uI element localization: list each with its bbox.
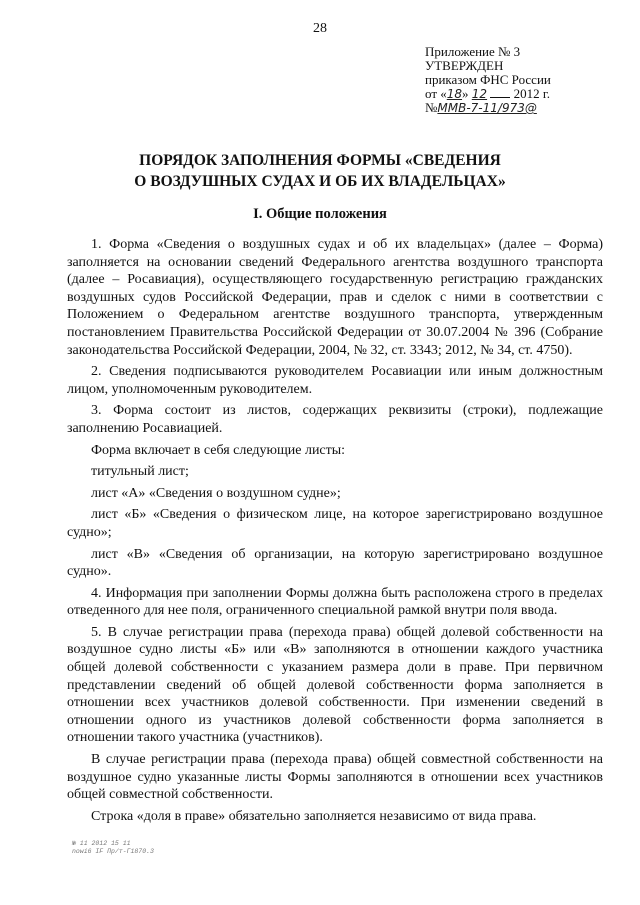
paragraph-6: В случае регистрации права (перехода права) общей совместной собственности на воздушное судно указанные листы Формы заполняются в отношении всех участников общей совместной собственности. [67,752,603,803]
paragraph-1: 1. Форма «Сведения о воздушных судах и об их владельцах» (далее – Форма) заполняется на основании сведений Федерального агентства воздушного транспорта (далее – Росавиация), осуществляющего государственную регистрацию гражданских воздушных судов Российской Федерации, прав и сделок с ними в соответствии с Положением о Федеральном агентстве воздушного транспорта, утвержденным постановлением Правительства Российской Федерации от 30.07.2004 № 396 (Собрание законодательства Российской Федерации, 2004, № 32, ст. 3343; 2012, № 34, ст. 4750). [67,237,603,358]
section-heading: I. Общие положения [253,206,387,222]
list-intro: Форма включает в себя следующие листы: [91,442,346,458]
date-day: 18 [446,87,463,101]
list-item-sheet-a: лист «А» «Сведения о воздушном судне»; [91,485,341,501]
title-line-2: О ВОЗДУШНЫХ СУДАХ И ОБ ИХ ВЛАДЕЛЬЦАХ» [134,173,506,190]
paragraph-5: 5. В случае регистрации права (перехода права) общей долевой собственности на воздушное судно листы «Б» или «В» заполняются в отношении каждого участника общей долевой собственности с указанием размера доли в праве. При первичном представлении сведений об общей долевой собственности форма заполняется в отношении всех участников долевой собственности. При изменении сведений в отношении одного из участников долевой собственности форма заполняется в отношении такого участника (участников). [67,624,603,746]
date-mid: » [462,86,469,101]
paragraph-2: 2. Сведения подписываются руководителем Росавиации или иным должностным лицом, уполномоченным руководителем. [67,364,603,397]
number-value: ММВ-7-11/973@ [437,101,537,115]
list-item-sheet-b: лист «Б» «Сведения о физическом лице, на которое зарегистрировано воздушное судно»; [67,507,603,540]
list-item-sheet-v: лист «В» «Сведения об организации, на которую зарегистрировано воздушное судно». [67,546,603,580]
footer-stamp-line-2: nowi6 IF Пр/т-Г1870.3 [72,848,154,855]
list-item-title-sheet: титульный лист; [91,464,189,480]
document-body [67,236,603,829]
document-title [0,150,640,192]
number-prefix: № [425,100,438,115]
paragraph-3: 3. Форма состоит из листов, содержащих реквизиты (строки), подлежащие заполнению Росавиацией. [67,403,603,436]
footer-stamp [72,840,154,856]
page-number: 28 [313,21,327,36]
approval-number [425,101,625,115]
approval-block [425,45,625,115]
footer-stamp-line-1: № 11 2012 15 11 [72,840,131,847]
paragraph-4: 4. Информация при заполнении Формы должна быть расположена строго в пределах отведенного для нее поля, ограниченного специальной рамкой внутри поля ввода. [67,585,603,619]
date-prefix: от « [425,86,447,101]
approval-date [425,87,625,101]
paragraph-7: Строка «доля в праве» обязательно заполняется независимо от вида права. [91,808,537,824]
order-label: приказом ФНС России [425,72,551,87]
date-month: 12 [471,87,488,101]
approved-label: УТВЕРЖДЕН [425,58,504,73]
date-year: 2012 г. [513,86,550,101]
title-line-1: ПОРЯДОК ЗАПОЛНЕНИЯ ФОРМЫ «СВЕДЕНИЯ [139,152,501,169]
appendix-label: Приложение № 3 [425,44,521,59]
